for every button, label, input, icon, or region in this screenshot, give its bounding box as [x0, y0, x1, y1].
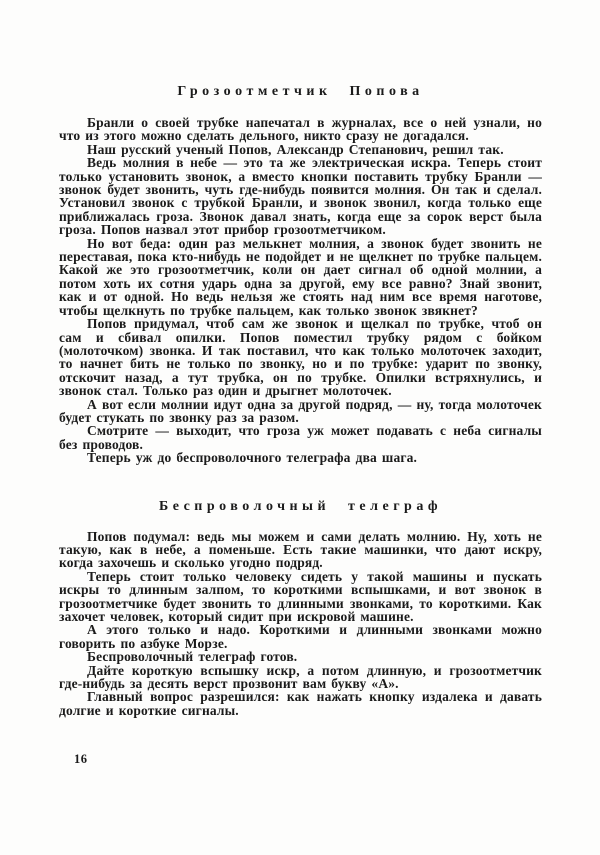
paragraph: Главный вопрос разрешился: как нажать кнопку издалека и давать долгие и короткие сигналы.: [59, 689, 542, 718]
page-number: 16: [74, 752, 88, 766]
paragraph: Смотрите — выходит, что гроза уж может подавать с неба сигналы без проводов.: [59, 423, 542, 452]
paragraph: Дайте короткую вспышку искр, а потом длинную, и грозоотметчик где-нибудь за десять верст прозвонит вам букву «А».: [59, 662, 542, 692]
section-title: Беспроволочный телеграф: [158, 498, 443, 514]
paragraph: Наш русский ученый Попов, Александр Степанович, решил так.: [87, 141, 504, 157]
paragraph: Но вот беда: один раз мелькнет молния, а звонок будет звонить не переставая, пока кто-нибудь не подойдет и не щелкнет по трубке пальцем. Какой же это грозоотметчик, коли он дает сигнал об одной молнии, а потом хоть их сотня ударь одна за другой, ему все равно? Знай звонит, как и от одной. Но ведь нельзя же стоять над ним все время наготове, чтобы щелкнуть по трубке пальцем, как только звонок звякнет?: [59, 235, 542, 318]
paragraph: Ведь молния в небе — это та же электрическая искра. Теперь стоит только установить звонок, а вместо кнопки поставить трубку Бранли — звонок будет звонить, чуть где-нибудь появится молния. Он так и сделал. Установил звонок с трубкой Бранли, и звонок звонил, когда только еще приближалась гроза. Звонок давал знать, когда еще за сорок верст была гроза. Попов назвал этот прибор грозоотметчиком.: [59, 155, 542, 238]
section-besprovolochny-telegraf: [59, 499, 542, 718]
section-grozootmetchik-popova: [59, 84, 542, 465]
paragraph: Попов подумал: ведь мы можем и сами делать молнию. Ну, хоть не такую, как в небе, а поменьше. Есть такие машинки, что дают искру, когда захочешь и сколько угодно подряд.: [59, 528, 542, 571]
paragraph: Теперь стоит только человеку сидеть у такой машины и пускать искры то длинным залпом, то короткими вспышками, и вот звонок в грозоотметчике будет звонить то длинными звонками, то короткими. Как захочет человек, который сидит при искровой машине.: [59, 568, 542, 624]
section-title: Грозоотметчик Попова: [177, 84, 424, 99]
paragraph: Теперь уж до беспроволочного телеграфа два шага.: [87, 450, 418, 466]
paragraph: Бранли о своей трубке напечатал в журналах, все о ней узнали, но что из этого можно сделать дельного, никто сразу не догадался.: [59, 115, 542, 144]
paragraph: Попов придумал, чтоб сам же звонок и щелкал по трубке, чтоб он сам и сбивал опилки. Попов поместил трубку рядом с бойком (молоточком) звонка. И так поставил, что как только молоточек заходит, то начнет бить не только по звонку, но и по трубке: ударит по звонку, отскочит назад, а тут трубка, он по трубке. Опилки встряхнулись, и звонок стал. Только раз один и дрыгнет молоточек.: [59, 316, 542, 399]
paragraph: Беспроволочный телеграф готов.: [87, 649, 298, 665]
paragraph: А этого только и надо. Короткими и длинными звонками можно говорить по азбуке Морзе.: [59, 622, 542, 651]
paragraph: А вот если молнии идут одна за другой подряд, — ну, тогда молоточек будет стукать по звонку раз за разом.: [59, 396, 542, 425]
